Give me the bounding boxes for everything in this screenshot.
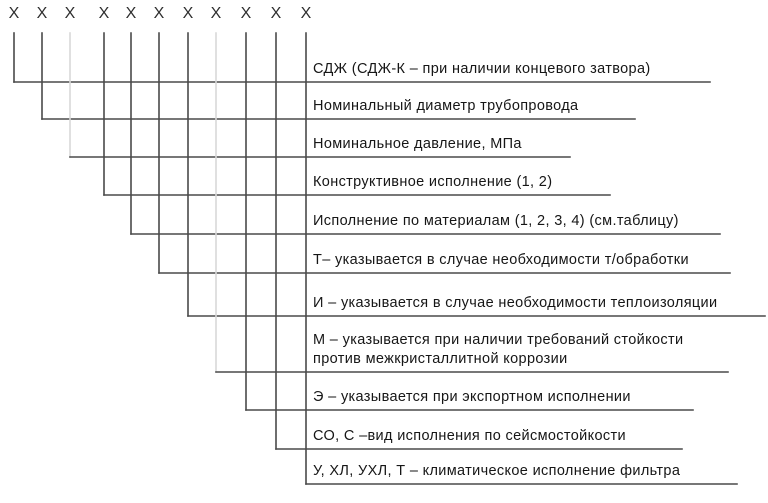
code-position-symbol: Х — [64, 5, 76, 22]
designation-label — [313, 462, 680, 481]
designation-label-line: СДЖ (СДЖ-К – при наличии концевого затвора) — [313, 61, 651, 77]
designation-label-line: И – указывается в случае необходимости теплоизоляции — [313, 295, 718, 311]
designation-label-line: СО, С –вид исполнения по сейсмостойкости — [313, 428, 626, 444]
designation-label-line: У, ХЛ, УХЛ, Т – климатическое исполнение фильтра — [313, 463, 681, 479]
designation-label — [313, 97, 578, 116]
designation-label-line: Номинальное давление, МПа — [313, 136, 522, 152]
code-position-symbol: Х — [8, 5, 20, 22]
designation-label-line: Номинальный диаметр трубопровода — [313, 98, 579, 114]
designation-label-line: М – указывается при наличии требований стойкости — [313, 332, 684, 348]
designation-label — [313, 135, 522, 154]
code-position-symbol: Х — [98, 5, 110, 22]
code-position-symbol: Х — [210, 5, 222, 22]
designation-label — [313, 212, 679, 231]
designation-label — [313, 60, 651, 79]
code-position-symbol: Х — [36, 5, 48, 22]
designation-label — [313, 173, 552, 192]
designation-label — [313, 427, 626, 446]
designation-label — [313, 331, 683, 369]
designation-label — [313, 388, 631, 407]
code-position-symbol: Х — [270, 5, 282, 22]
designation-label-line: Конструктивное исполнение (1, 2) — [313, 174, 553, 190]
designation-label-line: Исполнение по материалам (1, 2, 3, 4) (см.таблицу) — [313, 213, 679, 229]
code-position-symbol: Х — [240, 5, 252, 22]
code-position-symbol: Х — [300, 5, 312, 22]
designation-label-line: Т– указывается в случае необходимости т/обработки — [313, 252, 689, 268]
designation-label-line: против межкристаллитной коррозии — [313, 351, 568, 367]
designation-label — [313, 251, 689, 270]
code-position-symbol: Х — [182, 5, 194, 22]
code-position-symbol: Х — [125, 5, 137, 22]
designation-label-line: Э – указывается при экспортном исполнении — [313, 389, 631, 405]
code-position-symbol: Х — [153, 5, 165, 22]
designation-label — [313, 294, 717, 313]
